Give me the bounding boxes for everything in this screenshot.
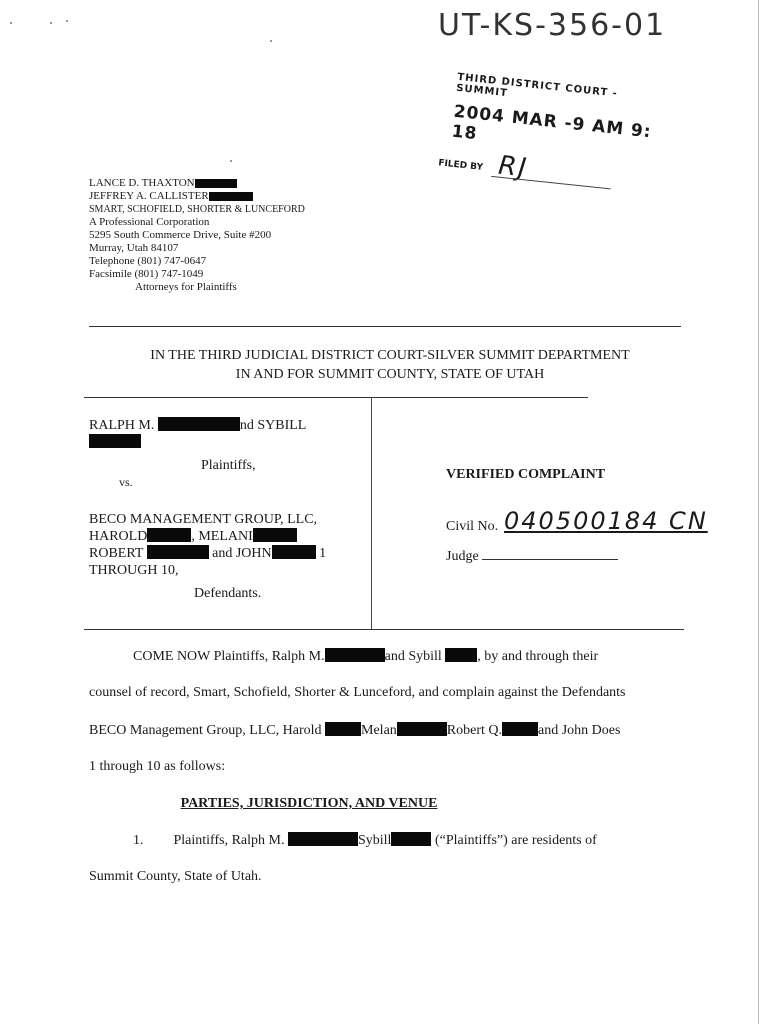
body-text: Plaintiffs, Ralph M. (173, 833, 285, 848)
defendant-line-1: BECO MANAGEMENT GROUP, LLC, (89, 512, 318, 527)
redaction-bar (502, 722, 538, 736)
complaint-body (89, 648, 689, 885)
scan-speck (10, 22, 12, 24)
scan-speck (270, 40, 272, 42)
plaintiffs-label: Plaintiffs, (201, 458, 256, 473)
body-text: , by and through their (477, 649, 599, 664)
body-text: (“Plaintiffs”) are residents of (434, 833, 597, 848)
complaint-info (446, 467, 736, 565)
plaintiff-name: RALPH M. (89, 418, 155, 433)
attorney-role: Attorneys for Plaintiffs (135, 281, 237, 293)
firm-name: SMART, SCHOFIELD, SHORTER & LUNCEFORD (89, 204, 305, 215)
firm-facsimile: Facsimile (801) 747-1049 (89, 268, 204, 280)
caption-center-rule (371, 397, 372, 629)
body-text: BECO Management Group, LLC, Harold (89, 723, 322, 738)
attorney-block (89, 177, 389, 294)
case-code-handwritten: UT-KS-356-01 (438, 8, 667, 43)
court-heading (80, 346, 700, 384)
numbered-item-1 (89, 832, 689, 869)
stamp-datetime: 2004 MAR -9 AM 9: 18 (450, 101, 653, 145)
item-number: 1. (133, 833, 144, 848)
civil-no-value: 040500184 CN (504, 507, 708, 535)
court-line-1: IN THE THIRD JUDICIAL DISTRICT COURT-SILVER SUMMIT DEPARTMENT (150, 348, 630, 363)
body-text: Melan (361, 723, 397, 738)
redaction-bar (325, 722, 361, 736)
body-text: COME NOW Plaintiffs, Ralph M. (133, 649, 325, 664)
body-text: and Sybill (384, 649, 442, 664)
firm-telephone: Telephone (801) 747-0647 (89, 255, 207, 267)
redaction-bar (288, 832, 358, 846)
numbered-item-1-cont: Summit County, State of Utah. (89, 869, 262, 884)
redaction-bar (195, 179, 237, 188)
section-heading: PARTIES, JURISDICTION, AND VENUE (180, 796, 438, 811)
body-paragraph-line-3 (89, 722, 689, 759)
complaint-title: VERIFIED COMPLAINT (446, 467, 606, 482)
body-paragraph-line-2: counsel of record, Smart, Schofield, Shorter & Lunceford, and complain against the Defendants (89, 685, 626, 700)
stamp-signature-line (491, 176, 610, 190)
body-paragraph-line-1 (89, 648, 689, 685)
redaction-bar (147, 545, 209, 559)
scan-speck (230, 160, 232, 162)
defendant-line-3 (89, 545, 369, 562)
caption-top-rule (84, 397, 588, 398)
body-text: Sybill (357, 833, 392, 848)
attorney-name-2: JEFFREY A. CALLISTER (89, 190, 209, 202)
redaction-bar (325, 648, 385, 662)
defendant-number: 1 (319, 546, 327, 561)
redaction-bar (89, 434, 141, 448)
header-divider (89, 326, 681, 327)
body-text: and John Does (538, 723, 621, 738)
scan-speck (50, 22, 52, 24)
plaintiff-and: nd SYBILL (239, 418, 307, 433)
firm-corp: A Professional Corporation (89, 216, 210, 228)
redaction-bar (445, 648, 477, 662)
court-line-2: IN AND FOR SUMMIT COUNTY, STATE OF UTAH (235, 367, 545, 382)
firm-address-1: 5295 South Commerce Drive, Suite #200 (89, 229, 272, 241)
redaction-bar (253, 528, 297, 542)
scan-edge (758, 0, 759, 1024)
defendant-harold: HAROLD (89, 529, 148, 544)
judge-label: Judge (446, 549, 479, 564)
defendant-john: and JOHN (212, 546, 272, 561)
firm-address-2: Murray, Utah 84107 (89, 242, 179, 254)
judge-blank (482, 559, 618, 560)
body-text: Robert Q. (446, 723, 502, 738)
redaction-bar (158, 417, 240, 431)
redaction-bar (397, 722, 447, 736)
defendant-robert: ROBERT (89, 546, 144, 561)
stamp-initials: RJ (496, 150, 530, 184)
defendant-line-4: THROUGH 10, (89, 563, 179, 578)
stamp-line1: THIRD DISTRICT COURT - SUMMIT (455, 71, 619, 100)
scan-speck (66, 20, 68, 22)
plaintiff-line (89, 417, 369, 434)
defendant-melani: , MELANI (191, 529, 253, 544)
vs-label: vs. (119, 475, 133, 489)
attorney-name-1: LANCE D. THAXTON (89, 177, 195, 189)
caption-bottom-rule (84, 629, 684, 630)
redaction-bar (272, 545, 316, 559)
redaction-bar (391, 832, 431, 846)
caption-parties (89, 417, 369, 602)
redaction-bar (147, 528, 191, 542)
defendants-label: Defendants. (194, 586, 262, 601)
defendant-line-2 (89, 528, 369, 545)
filing-stamp (437, 71, 657, 196)
civil-no-label: Civil No. (446, 519, 499, 534)
redaction-bar (209, 192, 253, 201)
stamp-filed-by-label: FILED BY (437, 158, 484, 173)
body-paragraph-line-4: 1 through 10 as follows: (89, 759, 226, 774)
